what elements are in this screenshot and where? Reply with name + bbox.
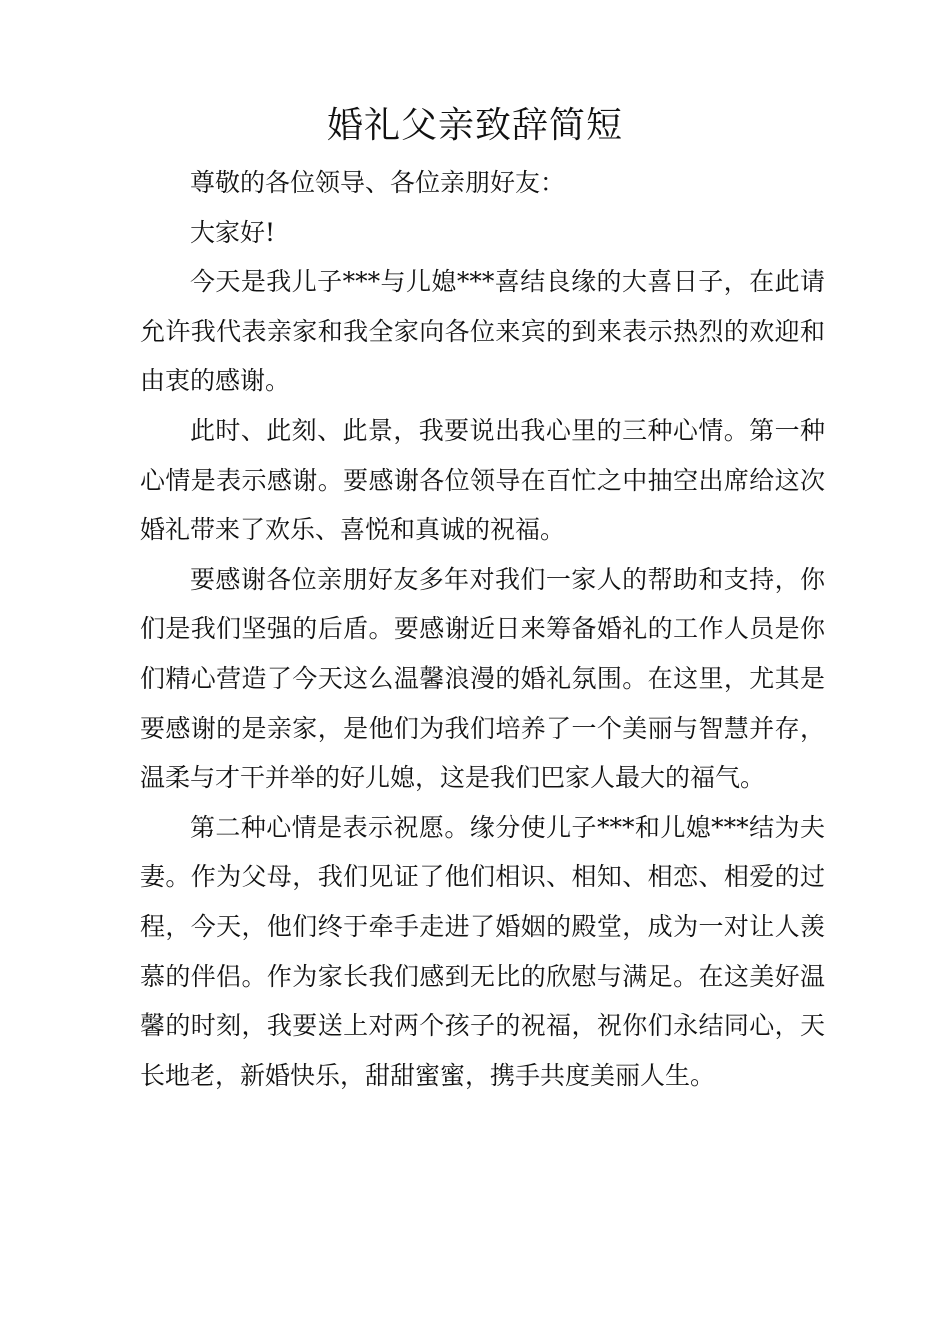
document-title: 婚礼父亲致辞简短 bbox=[326, 105, 623, 146]
paragraph-salutation: 尊敬的各位领导、各位亲朋好友： bbox=[190, 168, 566, 197]
paragraph-second-feeling: 第二种心情是表示祝愿。缘分使儿子***和儿媳***结为夫妻。作为父母，我们见证了他们相识、相知、相恋、相爱的过程，今天，他们终于牵手走进了婚姻的殿堂，成为一对让人羡慕的伴侣。作为家长我们感到无比的欣慰与满足。在这美好温馨的时刻，我要送上对两个孩子的祝福，祝你们永结同心，天长地老，新婚快乐，甜甜蜜蜜，携手共度美丽人生。 bbox=[140, 812, 825, 1090]
paragraph-greeting: 大家好! bbox=[190, 217, 276, 247]
document-body bbox=[140, 158, 825, 1100]
paragraph-first-feeling: 此时、此刻、此景，我要说出我心里的三种心情。第一种心情是表示感谢。要感谢各位领导在百忙之中抽空出席给这次婚礼带来了欢乐、喜悦和真诚的祝福。 bbox=[140, 415, 825, 545]
paragraph-welcome: 今天是我儿子***与儿媳***喜结良缘的大喜日子，在此请允许我代表亲家和我全家向各位来宾的到来表示热烈的欢迎和由衷的感谢。 bbox=[140, 267, 825, 396]
paragraph-thanks-friends: 要感谢各位亲朋好友多年对我们一家人的帮助和支持，你们是我们坚强的后盾。要感谢近日来筹备婚礼的工作人员是你们精心营造了今天这么温馨浪漫的婚礼氛围。在这里，尤其是要感谢的是亲家，是他们为我们培养了一个美丽与智慧并存，温柔与才干并举的好儿媳，这是我们巴家人最大的福气。 bbox=[140, 564, 825, 793]
